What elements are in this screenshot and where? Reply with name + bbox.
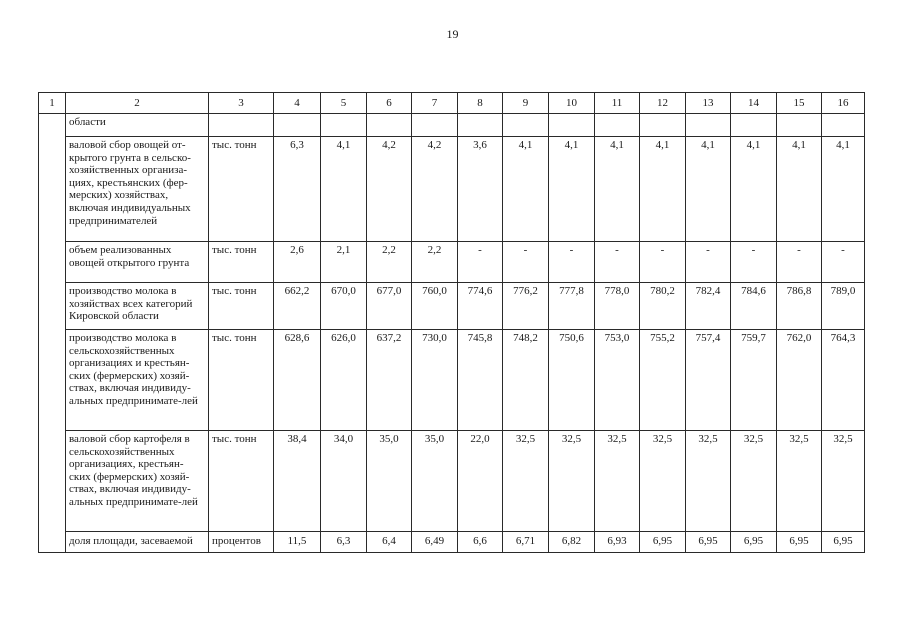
value-cell: 4,1 xyxy=(549,137,595,242)
value-cell: 34,0 xyxy=(321,431,367,532)
header-cell: 11 xyxy=(595,93,640,114)
value-cell: 637,2 xyxy=(367,330,412,431)
value-cell: 38,4 xyxy=(274,431,321,532)
value-cell xyxy=(822,114,865,137)
value-cell: 748,2 xyxy=(503,330,549,431)
value-cell: 760,0 xyxy=(412,283,458,330)
value-cell: 35,0 xyxy=(412,431,458,532)
indicator-name: валовой сбор картофеля в сельскохозяйственных организациях, крестьян-ских (фермерских) хозяй-ствах, включая индивиду-альных предпринимате-лей xyxy=(66,431,209,532)
value-cell: 2,6 xyxy=(274,242,321,283)
header-cell: 14 xyxy=(731,93,777,114)
value-cell: 2,1 xyxy=(321,242,367,283)
value-cell: 755,2 xyxy=(640,330,686,431)
value-cell: 759,7 xyxy=(731,330,777,431)
value-cell: 774,6 xyxy=(458,283,503,330)
header-cell: 12 xyxy=(640,93,686,114)
value-cell: 32,5 xyxy=(731,431,777,532)
unit-cell: тыс. тонн xyxy=(209,283,274,330)
table-row xyxy=(39,114,865,137)
value-cell: - xyxy=(640,242,686,283)
table-row xyxy=(39,431,865,532)
value-cell: 32,5 xyxy=(822,431,865,532)
header-cell: 8 xyxy=(458,93,503,114)
value-cell: 6,71 xyxy=(503,532,549,553)
value-cell: 6,4 xyxy=(367,532,412,553)
header-cell: 4 xyxy=(274,93,321,114)
unit-cell: процентов xyxy=(209,532,274,553)
value-cell: 776,2 xyxy=(503,283,549,330)
value-cell: 753,0 xyxy=(595,330,640,431)
header-cell: 5 xyxy=(321,93,367,114)
value-cell: 777,8 xyxy=(549,283,595,330)
value-cell: 6,95 xyxy=(640,532,686,553)
value-cell xyxy=(549,114,595,137)
value-cell: 6,95 xyxy=(822,532,865,553)
value-cell: 6,93 xyxy=(595,532,640,553)
table-row xyxy=(39,532,865,553)
value-cell: 6,49 xyxy=(412,532,458,553)
header-cell: 16 xyxy=(822,93,865,114)
value-cell xyxy=(686,114,731,137)
value-cell: 4,1 xyxy=(822,137,865,242)
unit-cell: тыс. тонн xyxy=(209,330,274,431)
value-cell xyxy=(321,114,367,137)
value-cell xyxy=(274,114,321,137)
value-cell: 32,5 xyxy=(503,431,549,532)
page-number: 19 xyxy=(446,27,459,41)
value-cell: 4,2 xyxy=(367,137,412,242)
unit-cell: тыс. тонн xyxy=(209,431,274,532)
value-cell: 730,0 xyxy=(412,330,458,431)
table-row xyxy=(39,242,865,283)
value-cell: 35,0 xyxy=(367,431,412,532)
header-cell: 15 xyxy=(777,93,822,114)
value-cell: - xyxy=(549,242,595,283)
header-cell: 13 xyxy=(686,93,731,114)
unit-cell: тыс. тонн xyxy=(209,137,274,242)
value-cell: 6,3 xyxy=(321,532,367,553)
indicator-name: валовой сбор овощей от-крытого грунта в сельско-хозяйственных организа-циях, крестьянских (фер-мерских) хозяйствах, включая индивидуальных предпринимателей xyxy=(66,137,209,242)
value-cell xyxy=(458,114,503,137)
value-cell: 32,5 xyxy=(595,431,640,532)
row-number-cell xyxy=(39,114,66,553)
value-cell: 4,1 xyxy=(686,137,731,242)
value-cell: 6,82 xyxy=(549,532,595,553)
value-cell: 6,95 xyxy=(777,532,822,553)
value-cell: 4,1 xyxy=(777,137,822,242)
value-cell xyxy=(412,114,458,137)
value-cell: 32,5 xyxy=(549,431,595,532)
indicator-name: объем реализованных овощей открытого грунта xyxy=(66,242,209,283)
value-cell: 2,2 xyxy=(412,242,458,283)
header-cell: 2 xyxy=(66,93,209,114)
value-cell: 670,0 xyxy=(321,283,367,330)
value-cell: 6,3 xyxy=(274,137,321,242)
value-cell: 4,2 xyxy=(412,137,458,242)
value-cell: 745,8 xyxy=(458,330,503,431)
value-cell xyxy=(367,114,412,137)
value-cell: - xyxy=(458,242,503,283)
value-cell: - xyxy=(731,242,777,283)
indicators-table xyxy=(38,92,865,553)
value-cell xyxy=(640,114,686,137)
value-cell xyxy=(595,114,640,137)
value-cell: 764,3 xyxy=(822,330,865,431)
value-cell: 778,0 xyxy=(595,283,640,330)
header-cell: 7 xyxy=(412,93,458,114)
header-cell: 6 xyxy=(367,93,412,114)
header-cell: 9 xyxy=(503,93,549,114)
value-cell: - xyxy=(686,242,731,283)
value-cell: 3,6 xyxy=(458,137,503,242)
value-cell: 2,2 xyxy=(367,242,412,283)
value-cell: 762,0 xyxy=(777,330,822,431)
indicator-name: области xyxy=(66,114,209,137)
value-cell: 32,5 xyxy=(686,431,731,532)
value-cell xyxy=(503,114,549,137)
value-cell: 782,4 xyxy=(686,283,731,330)
value-cell: 757,4 xyxy=(686,330,731,431)
value-cell: 4,1 xyxy=(731,137,777,242)
value-cell: 750,6 xyxy=(549,330,595,431)
value-cell: 780,2 xyxy=(640,283,686,330)
value-cell: 784,6 xyxy=(731,283,777,330)
header-cell: 1 xyxy=(39,93,66,114)
value-cell: 4,1 xyxy=(595,137,640,242)
header-cell: 3 xyxy=(209,93,274,114)
unit-cell: тыс. тонн xyxy=(209,242,274,283)
table-row xyxy=(39,330,865,431)
unit-cell xyxy=(209,114,274,137)
value-cell: - xyxy=(777,242,822,283)
header-cell: 10 xyxy=(549,93,595,114)
value-cell: 6,6 xyxy=(458,532,503,553)
value-cell: 4,1 xyxy=(640,137,686,242)
value-cell: 677,0 xyxy=(367,283,412,330)
value-cell: 32,5 xyxy=(640,431,686,532)
value-cell: 32,5 xyxy=(777,431,822,532)
value-cell xyxy=(731,114,777,137)
value-cell: - xyxy=(595,242,640,283)
value-cell: 11,5 xyxy=(274,532,321,553)
value-cell: 6,95 xyxy=(731,532,777,553)
value-cell: 786,8 xyxy=(777,283,822,330)
value-cell: - xyxy=(822,242,865,283)
value-cell xyxy=(777,114,822,137)
value-cell: 4,1 xyxy=(503,137,549,242)
value-cell: 22,0 xyxy=(458,431,503,532)
indicator-name: производство молока в хозяйствах всех категорий Кировской области xyxy=(66,283,209,330)
value-cell: 662,2 xyxy=(274,283,321,330)
value-cell: 628,6 xyxy=(274,330,321,431)
value-cell: 6,95 xyxy=(686,532,731,553)
value-cell: 626,0 xyxy=(321,330,367,431)
table-row xyxy=(39,137,865,242)
value-cell: - xyxy=(503,242,549,283)
header-row xyxy=(39,93,865,114)
table-row xyxy=(39,283,865,330)
indicator-name: производство молока в сельскохозяйственных организациях и крестьян-ских (фермерских) хозяй-ствах, включая индивиду-альных предпринимате-лей xyxy=(66,330,209,431)
value-cell: 4,1 xyxy=(321,137,367,242)
value-cell: 789,0 xyxy=(822,283,865,330)
indicator-name: доля площади, засеваемой xyxy=(66,532,209,553)
